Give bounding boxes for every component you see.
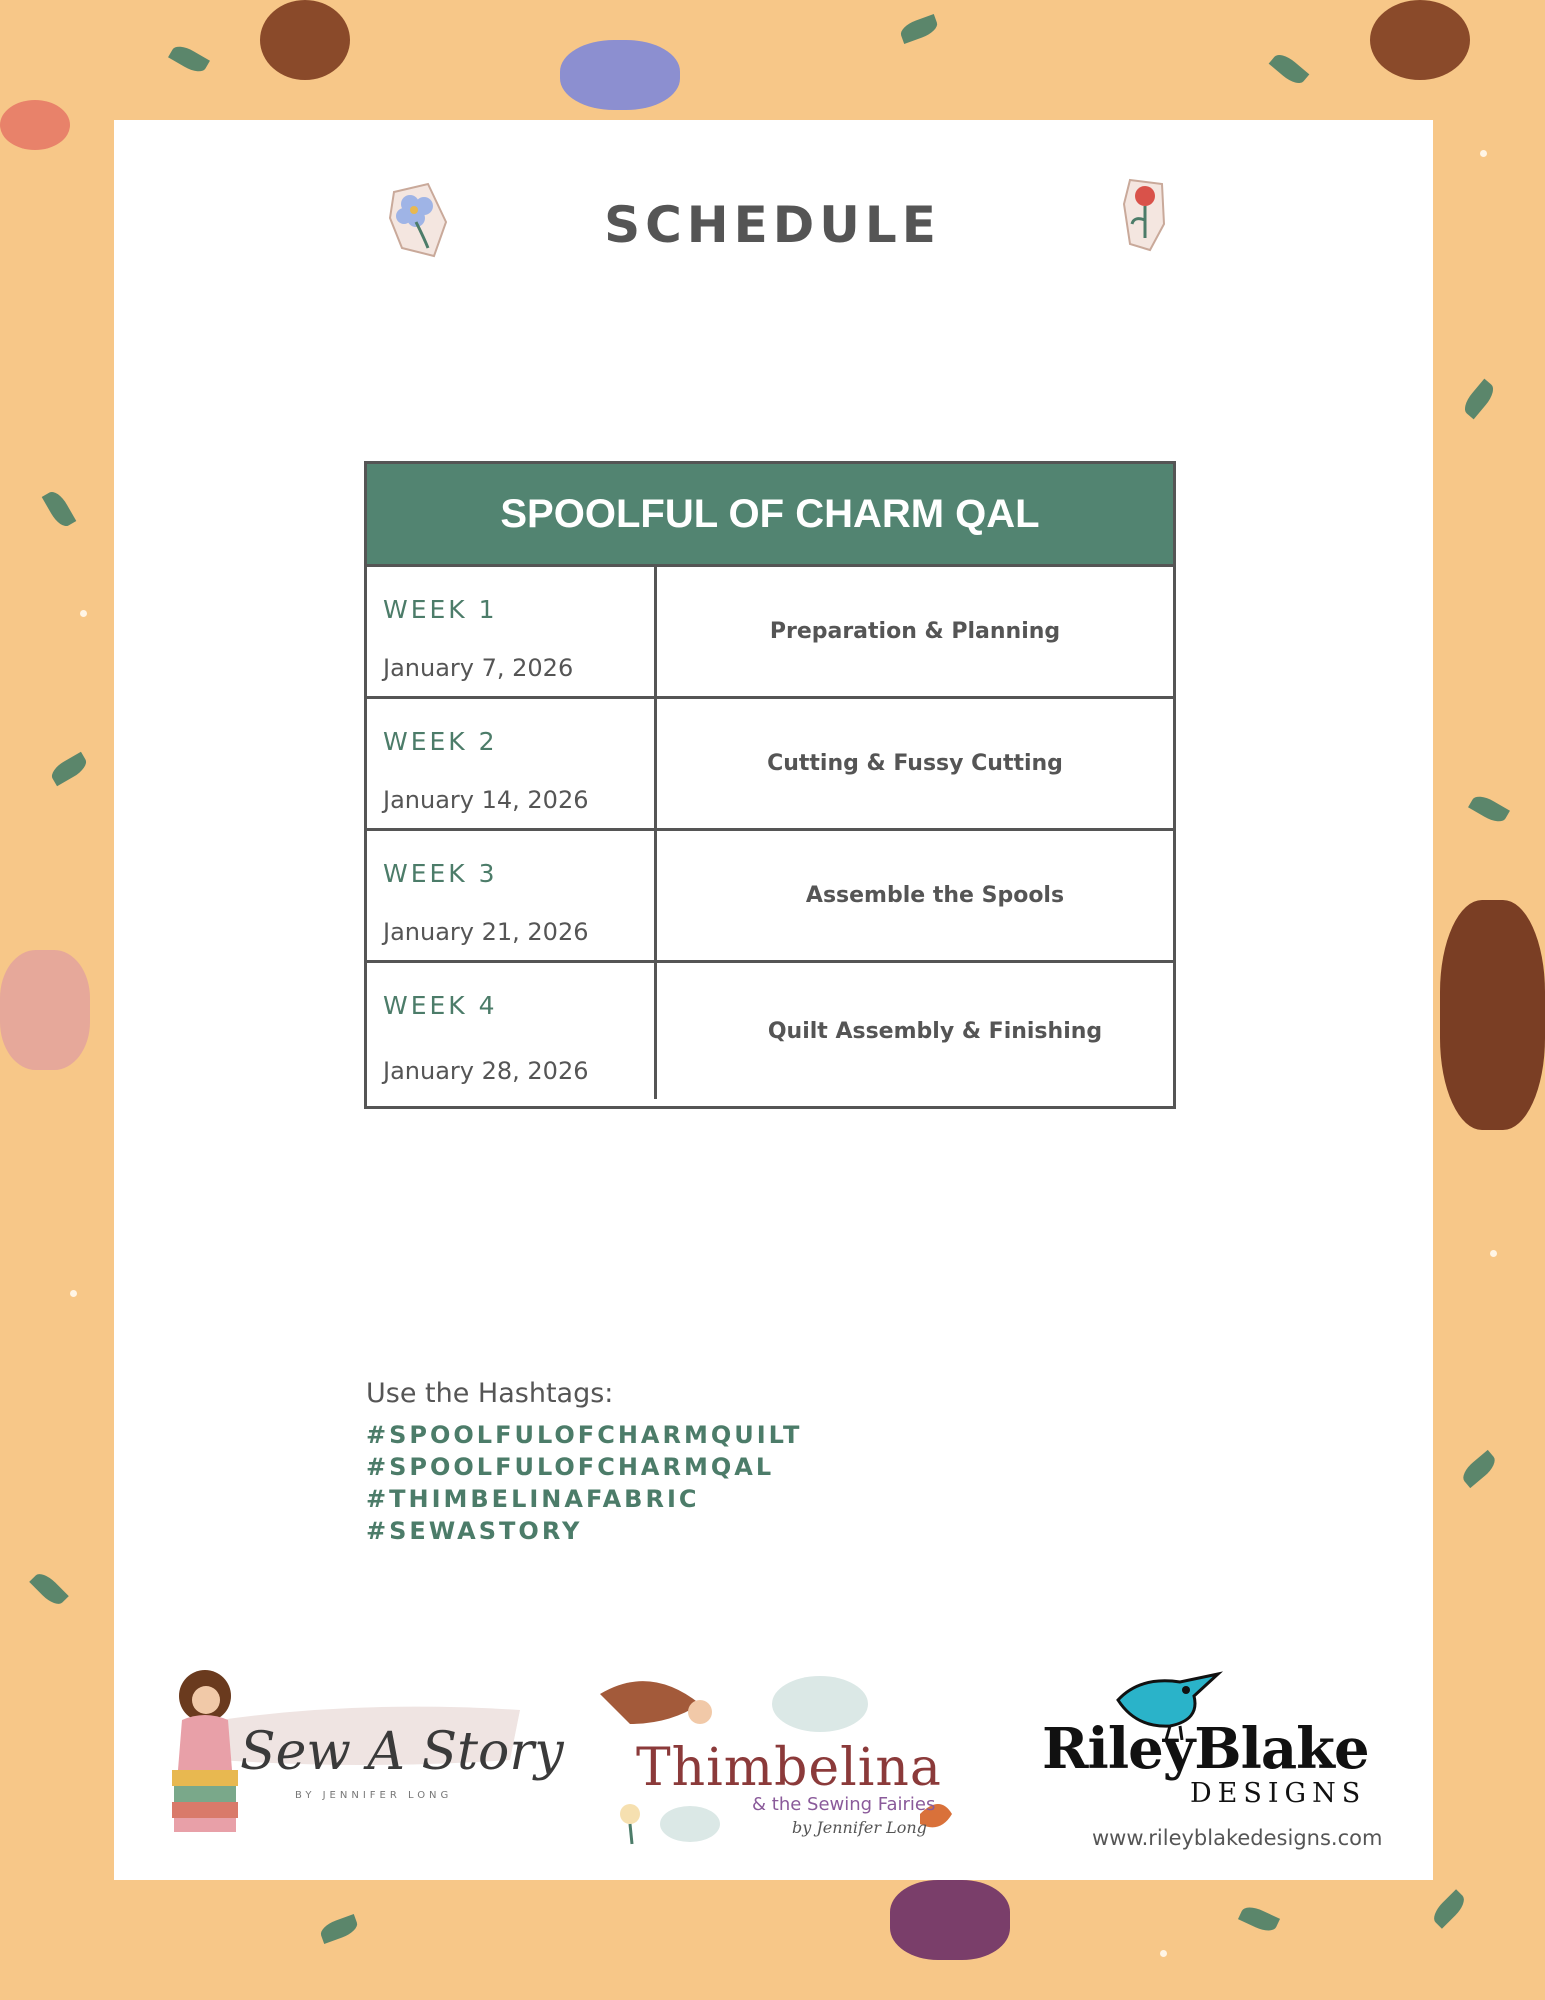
sew-a-story-byline: BY JENNIFER LONG xyxy=(295,1790,453,1801)
hashtag: #SPOOLFULOFCHARMQUILT xyxy=(366,1421,803,1449)
week-topic: Quilt Assembly & Finishing xyxy=(767,1018,1103,1044)
page-title: SCHEDULE xyxy=(604,196,941,254)
table-row xyxy=(367,699,1173,831)
week-cell xyxy=(367,567,657,696)
riley-blake-url[interactable]: www.rileyblakedesigns.com xyxy=(1092,1826,1383,1850)
sew-a-story-name: Sew A Story xyxy=(240,1722,564,1782)
week-date: January 21, 2026 xyxy=(383,918,589,946)
riley-blake-name: RileyBlake xyxy=(1042,1716,1369,1782)
week-cell xyxy=(367,831,657,960)
week-label: WEEK 1 xyxy=(383,595,498,624)
riley-blake-subtitle: DESIGNS xyxy=(1190,1778,1367,1809)
thimbelina-byline: by Jennifer Long xyxy=(792,1818,927,1837)
week-label: WEEK 4 xyxy=(383,991,498,1020)
week-cell xyxy=(367,963,657,1099)
week-cell xyxy=(367,699,657,828)
thimbelina-name: Thimbelina xyxy=(636,1738,942,1798)
hashtags-section xyxy=(366,1378,802,1547)
table-row xyxy=(367,831,1173,963)
thimbelina-subtitle: & the Sewing Fairies xyxy=(752,1794,936,1815)
week-date: January 7, 2026 xyxy=(383,654,574,682)
week-date: January 14, 2026 xyxy=(383,786,589,814)
hashtag: #SPOOLFULOFCHARMQAL xyxy=(366,1453,775,1481)
hashtag: #SEWASTORY xyxy=(366,1517,583,1545)
week-date: January 28, 2026 xyxy=(383,1057,589,1085)
week-topic: Preparation & Planning xyxy=(769,619,1061,644)
hashtags-label: Use the Hashtags: xyxy=(366,1378,614,1409)
hashtag: #THIMBELINAFABRIC xyxy=(366,1485,700,1513)
week-topic: Assemble the Spools xyxy=(805,883,1065,908)
schedule-table xyxy=(364,461,1176,1109)
week-topic: Cutting & Fussy Cutting xyxy=(767,751,1063,776)
week-label: WEEK 3 xyxy=(383,859,498,888)
schedule-heading: SPOOLFUL OF CHARM QAL xyxy=(367,464,1173,567)
week-label: WEEK 2 xyxy=(383,727,498,756)
table-row xyxy=(367,567,1173,699)
table-row xyxy=(367,963,1173,1099)
